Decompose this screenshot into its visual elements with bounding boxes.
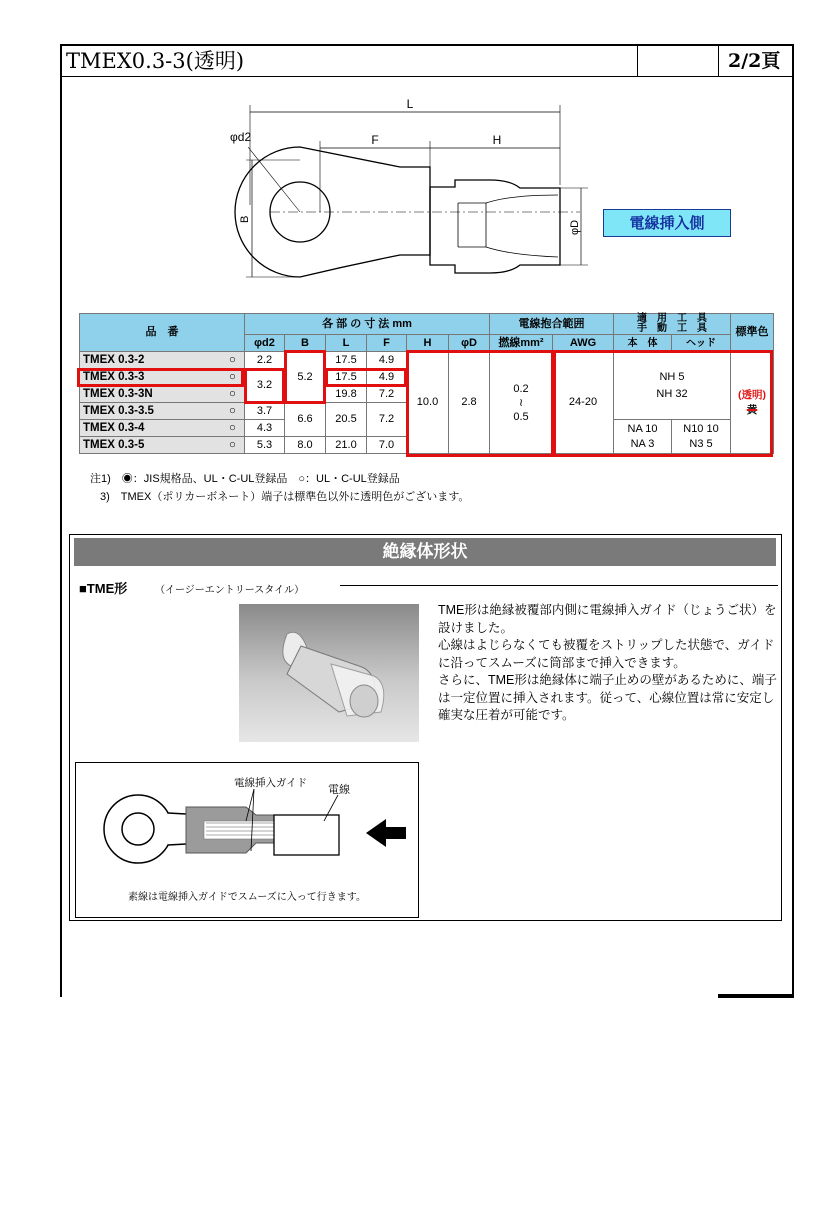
cell-B: 6.6	[285, 403, 326, 437]
highlight-H-D-mm2	[406, 350, 554, 457]
guide-caption: 素線は電線挿入ガイドでスムーズに入って行きます。	[128, 892, 366, 903]
cell-B: 5.2	[285, 352, 326, 403]
cell-F: 4.9	[367, 369, 407, 386]
terminal-photo	[239, 604, 419, 742]
header-awg: AWG	[553, 335, 614, 352]
cell-L: 20.5	[326, 403, 367, 437]
header-dims: 各 部 の 寸 法 mm	[245, 314, 490, 335]
part-number: TMEX 0.3-3.5 ○	[80, 403, 245, 420]
dim-label-B: B	[239, 215, 251, 223]
header-head: ヘッド	[672, 335, 731, 352]
cell-L: 19.8	[326, 386, 367, 403]
header-divider	[60, 76, 794, 77]
header-wire-range: 電線抱合範囲	[490, 314, 614, 335]
part-number: TMEX 0.3-5 ○	[80, 437, 245, 454]
section-title: 絶縁体形状	[382, 542, 468, 562]
cell-d2: 2.2	[245, 352, 285, 369]
cell-F: 4.9	[367, 352, 407, 369]
insulation-sleeve	[430, 180, 560, 273]
dim-label-phi-d2: φd2	[230, 130, 252, 144]
note-3: 3) TMEX（ポリカーボネート）端子は標準色以外に透明色がございます。	[100, 491, 470, 503]
cell-d2: 3.7	[245, 403, 285, 420]
highlight-L-F	[325, 368, 407, 387]
cell-B: 8.0	[285, 437, 326, 454]
header-part: 品 番	[80, 314, 245, 352]
header-phi-D: φD	[449, 335, 490, 352]
cell-L: 17.5	[326, 369, 367, 386]
header-cell-divider	[637, 44, 638, 77]
header-L: L	[326, 335, 367, 352]
highlight-tools-color	[553, 350, 773, 457]
guide-label: 電線挿入ガイド	[234, 777, 308, 789]
highlight-B	[284, 350, 326, 404]
part-number: TMEX 0.3-3 ○	[80, 369, 245, 386]
wire-insertion-side-label: 電線挿入側	[603, 209, 731, 237]
cell-phi-D: 2.8	[449, 352, 490, 454]
terminal-drawing	[200, 95, 600, 295]
page-number: 2/2頁	[728, 50, 781, 72]
header-B: B	[285, 335, 326, 352]
cell-F: 7.2	[367, 386, 407, 403]
part-number: TMEX 0.3-4 ○	[80, 420, 245, 437]
header-cell-divider	[718, 44, 719, 77]
frame-top-border	[60, 44, 794, 46]
cell-F: 7.0	[367, 437, 407, 454]
frame-left-border	[60, 44, 62, 997]
cell-std-color: (透明) 黄	[731, 352, 774, 454]
highlight-part-row	[77, 368, 244, 387]
header-F: F	[367, 335, 407, 352]
dim-label-phi-D: φD	[569, 219, 581, 235]
header-phi-d2: φd2	[245, 335, 285, 352]
cell-tool-body: NA 10 NA 3	[614, 420, 672, 454]
highlight-d2	[244, 368, 285, 404]
tme-heading: ■TME形	[79, 581, 128, 596]
heading-rule	[340, 585, 778, 586]
dim-label-L: L	[406, 97, 414, 111]
cell-F: 7.2	[367, 403, 407, 437]
dim-label-F: F	[371, 133, 379, 147]
cell-d2: 5.3	[245, 437, 285, 454]
note-1: 注1) ◉：JIS規格品、UL・C-UL登録品 ○：UL・C-UL登録品	[90, 473, 400, 485]
cell-L: 17.5	[326, 352, 367, 369]
header-std-color: 標準色	[731, 314, 774, 352]
cell-tool-head: N10 10 N3 5	[672, 420, 731, 454]
tme-subheading: （イージーエントリースタイル）	[155, 585, 305, 596]
part-number: TMEX 0.3-2 ○	[80, 352, 245, 369]
dim-label-H: H	[492, 133, 502, 147]
frame-right-border	[792, 44, 794, 997]
cell-H: 10.0	[407, 352, 449, 454]
document-title: TMEX0.3-3(透明)	[66, 49, 245, 73]
cell-L: 21.0	[326, 437, 367, 454]
header-tools: 適 用 工 具 手 動 工 具	[614, 314, 731, 335]
part-number: TMEX 0.3-3N ○	[80, 386, 245, 403]
cell-tools: NH 5 NH 32	[614, 352, 731, 420]
cell-d2: 4.3	[245, 420, 285, 437]
header-body: 本 体	[614, 335, 672, 352]
header-H: H	[407, 335, 449, 352]
wire-label: 電線	[328, 784, 350, 796]
cell-awg: 24-20	[553, 352, 614, 454]
frame-bottom-mark	[718, 994, 794, 998]
cell-d2: 3.2	[245, 369, 285, 403]
tme-description: TME形は絶縁被覆部内側に電線挿入ガイド（じょうご状）を設けました。 心線はよじらなくても被覆をストリップした状態で、ガイドに沿ってスムーズに筒部まで挿入できます。 さらに、TME形は絶縁体に端子止めの壁があるために、端子は一定位置に挿入されます。従って、心線位置は常に安定し確実な圧着が可能です。	[438, 603, 777, 722]
header-mm2: 撚線mm²	[490, 335, 553, 352]
cell-mm2: 0.2 ≀ 0.5	[490, 352, 553, 454]
